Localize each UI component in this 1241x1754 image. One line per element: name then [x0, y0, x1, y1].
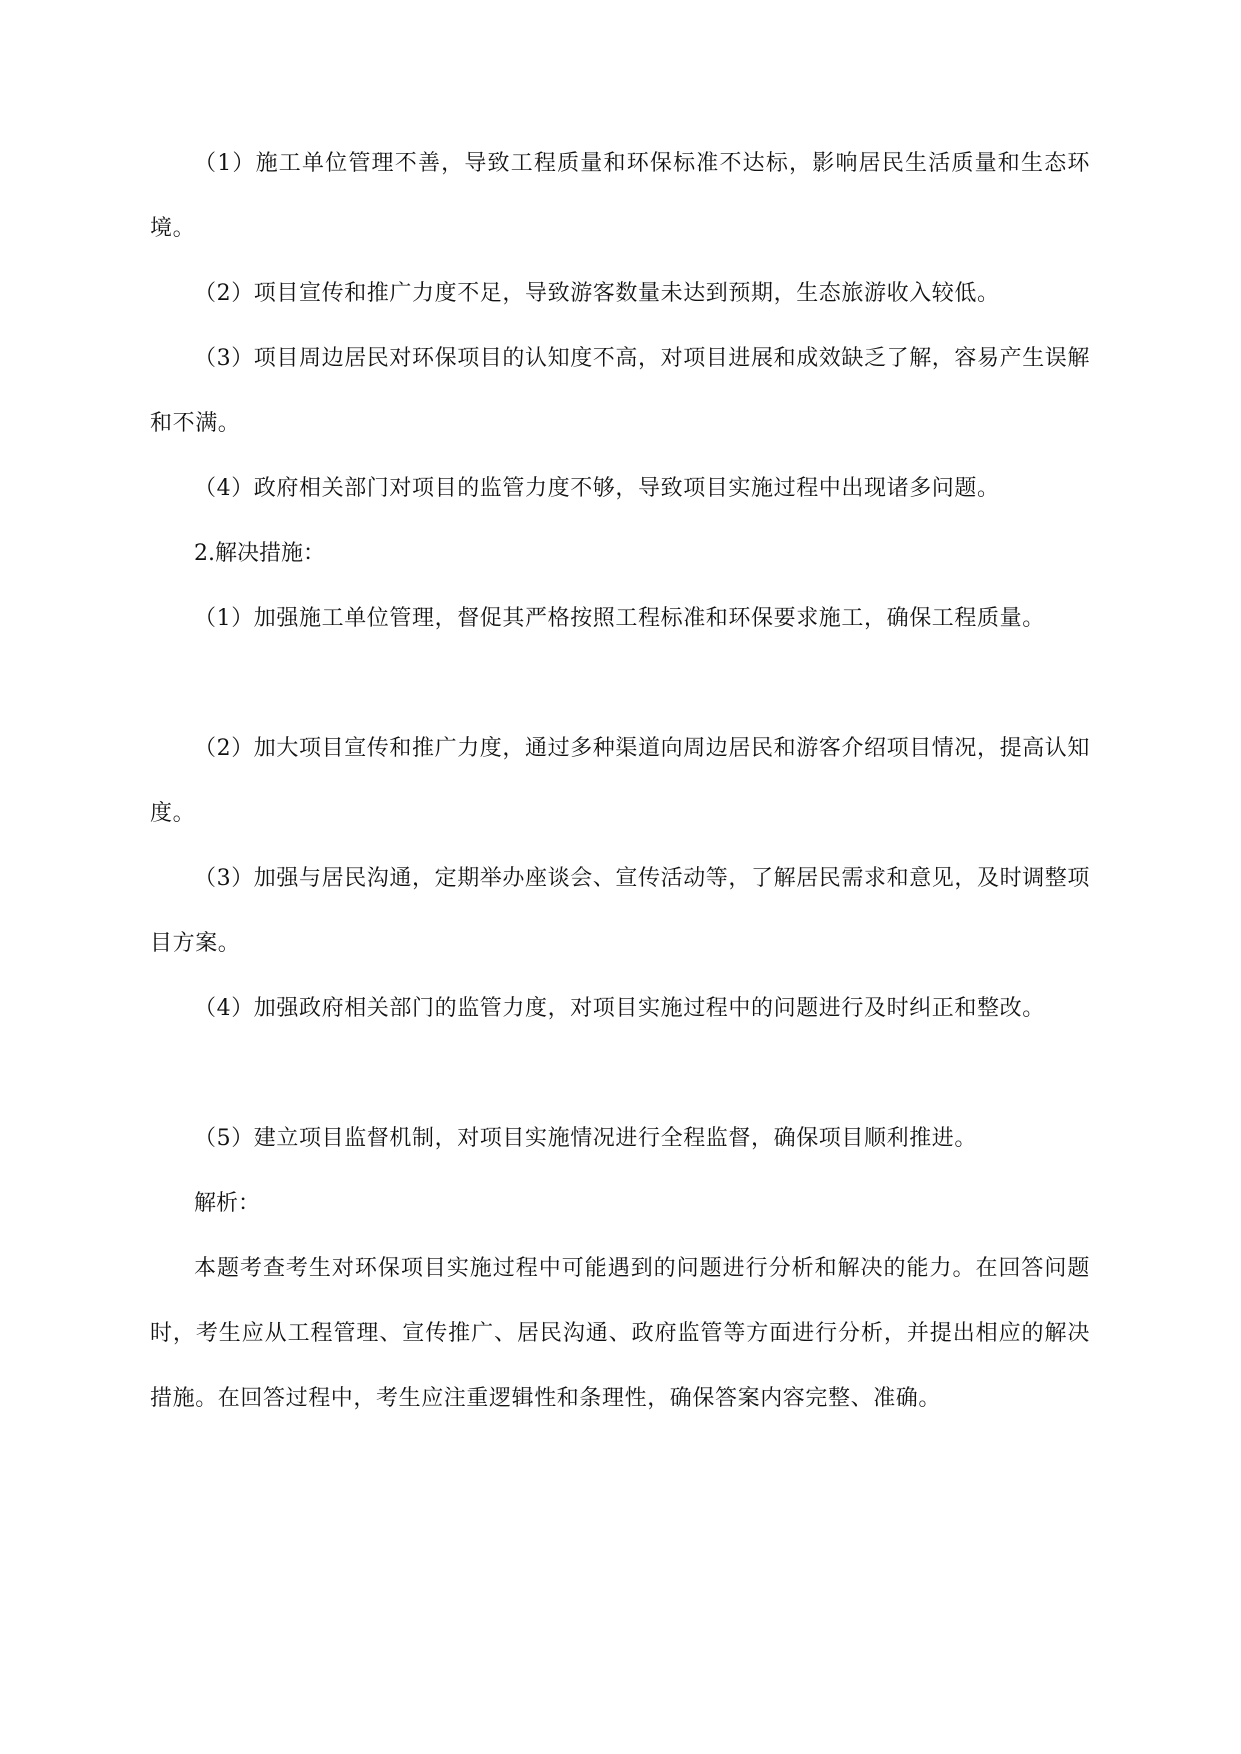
problem-item-2: （2）项目宣传和推广力度不足，导致游客数量未达到预期，生态旅游收入较低。 [194, 281, 1000, 306]
solution-item-3: （3）加强与居民沟通，定期举办座谈会、宣传活动等，了解居民需求和意见，及时调整项目方案。 [150, 866, 1090, 956]
solution-item-4: （4）加强政府相关部门的监管力度，对项目实施过程中的问题进行及时纠正和整改。 [194, 996, 1045, 1021]
problem-item-3: （3）项目周边居民对环保项目的认知度不高，对项目进展和成效缺乏了解，容易产生误解和不满。 [150, 346, 1090, 436]
solution-item-1: （1）加强施工单位管理，督促其严格按照工程标准和环保要求施工，确保工程质量。 [194, 606, 1045, 631]
analysis-heading: 解析： [194, 1191, 261, 1216]
solution-item-2: （2）加大项目宣传和推广力度，通过多种渠道向周边居民和游客介绍项目情况，提高认知度。 [150, 736, 1090, 826]
problem-item-4: （4）政府相关部门对项目的监管力度不够，导致项目实施过程中出现诸多问题。 [194, 476, 1000, 501]
analysis-paragraph: 本题考查考生对环保项目实施过程中可能遇到的问题进行分析和解决的能力。在回答问题时，考生应从工程管理、宣传推广、居民沟通、政府监管等方面进行分析，并提出相应的解决措施。在回答过程中，考生应注重逻辑性和条理性，确保答案内容完整、准确。 [150, 1256, 1090, 1411]
solutions-heading: 2.解决措施： [194, 541, 325, 566]
problem-item-1: （1）施工单位管理不善，导致工程质量和环保标准不达标，影响居民生活质量和生态环境。 [150, 151, 1090, 241]
solution-item-5: （5）建立项目监督机制，对项目实施情况进行全程监督，确保项目顺利推进。 [194, 1126, 977, 1151]
